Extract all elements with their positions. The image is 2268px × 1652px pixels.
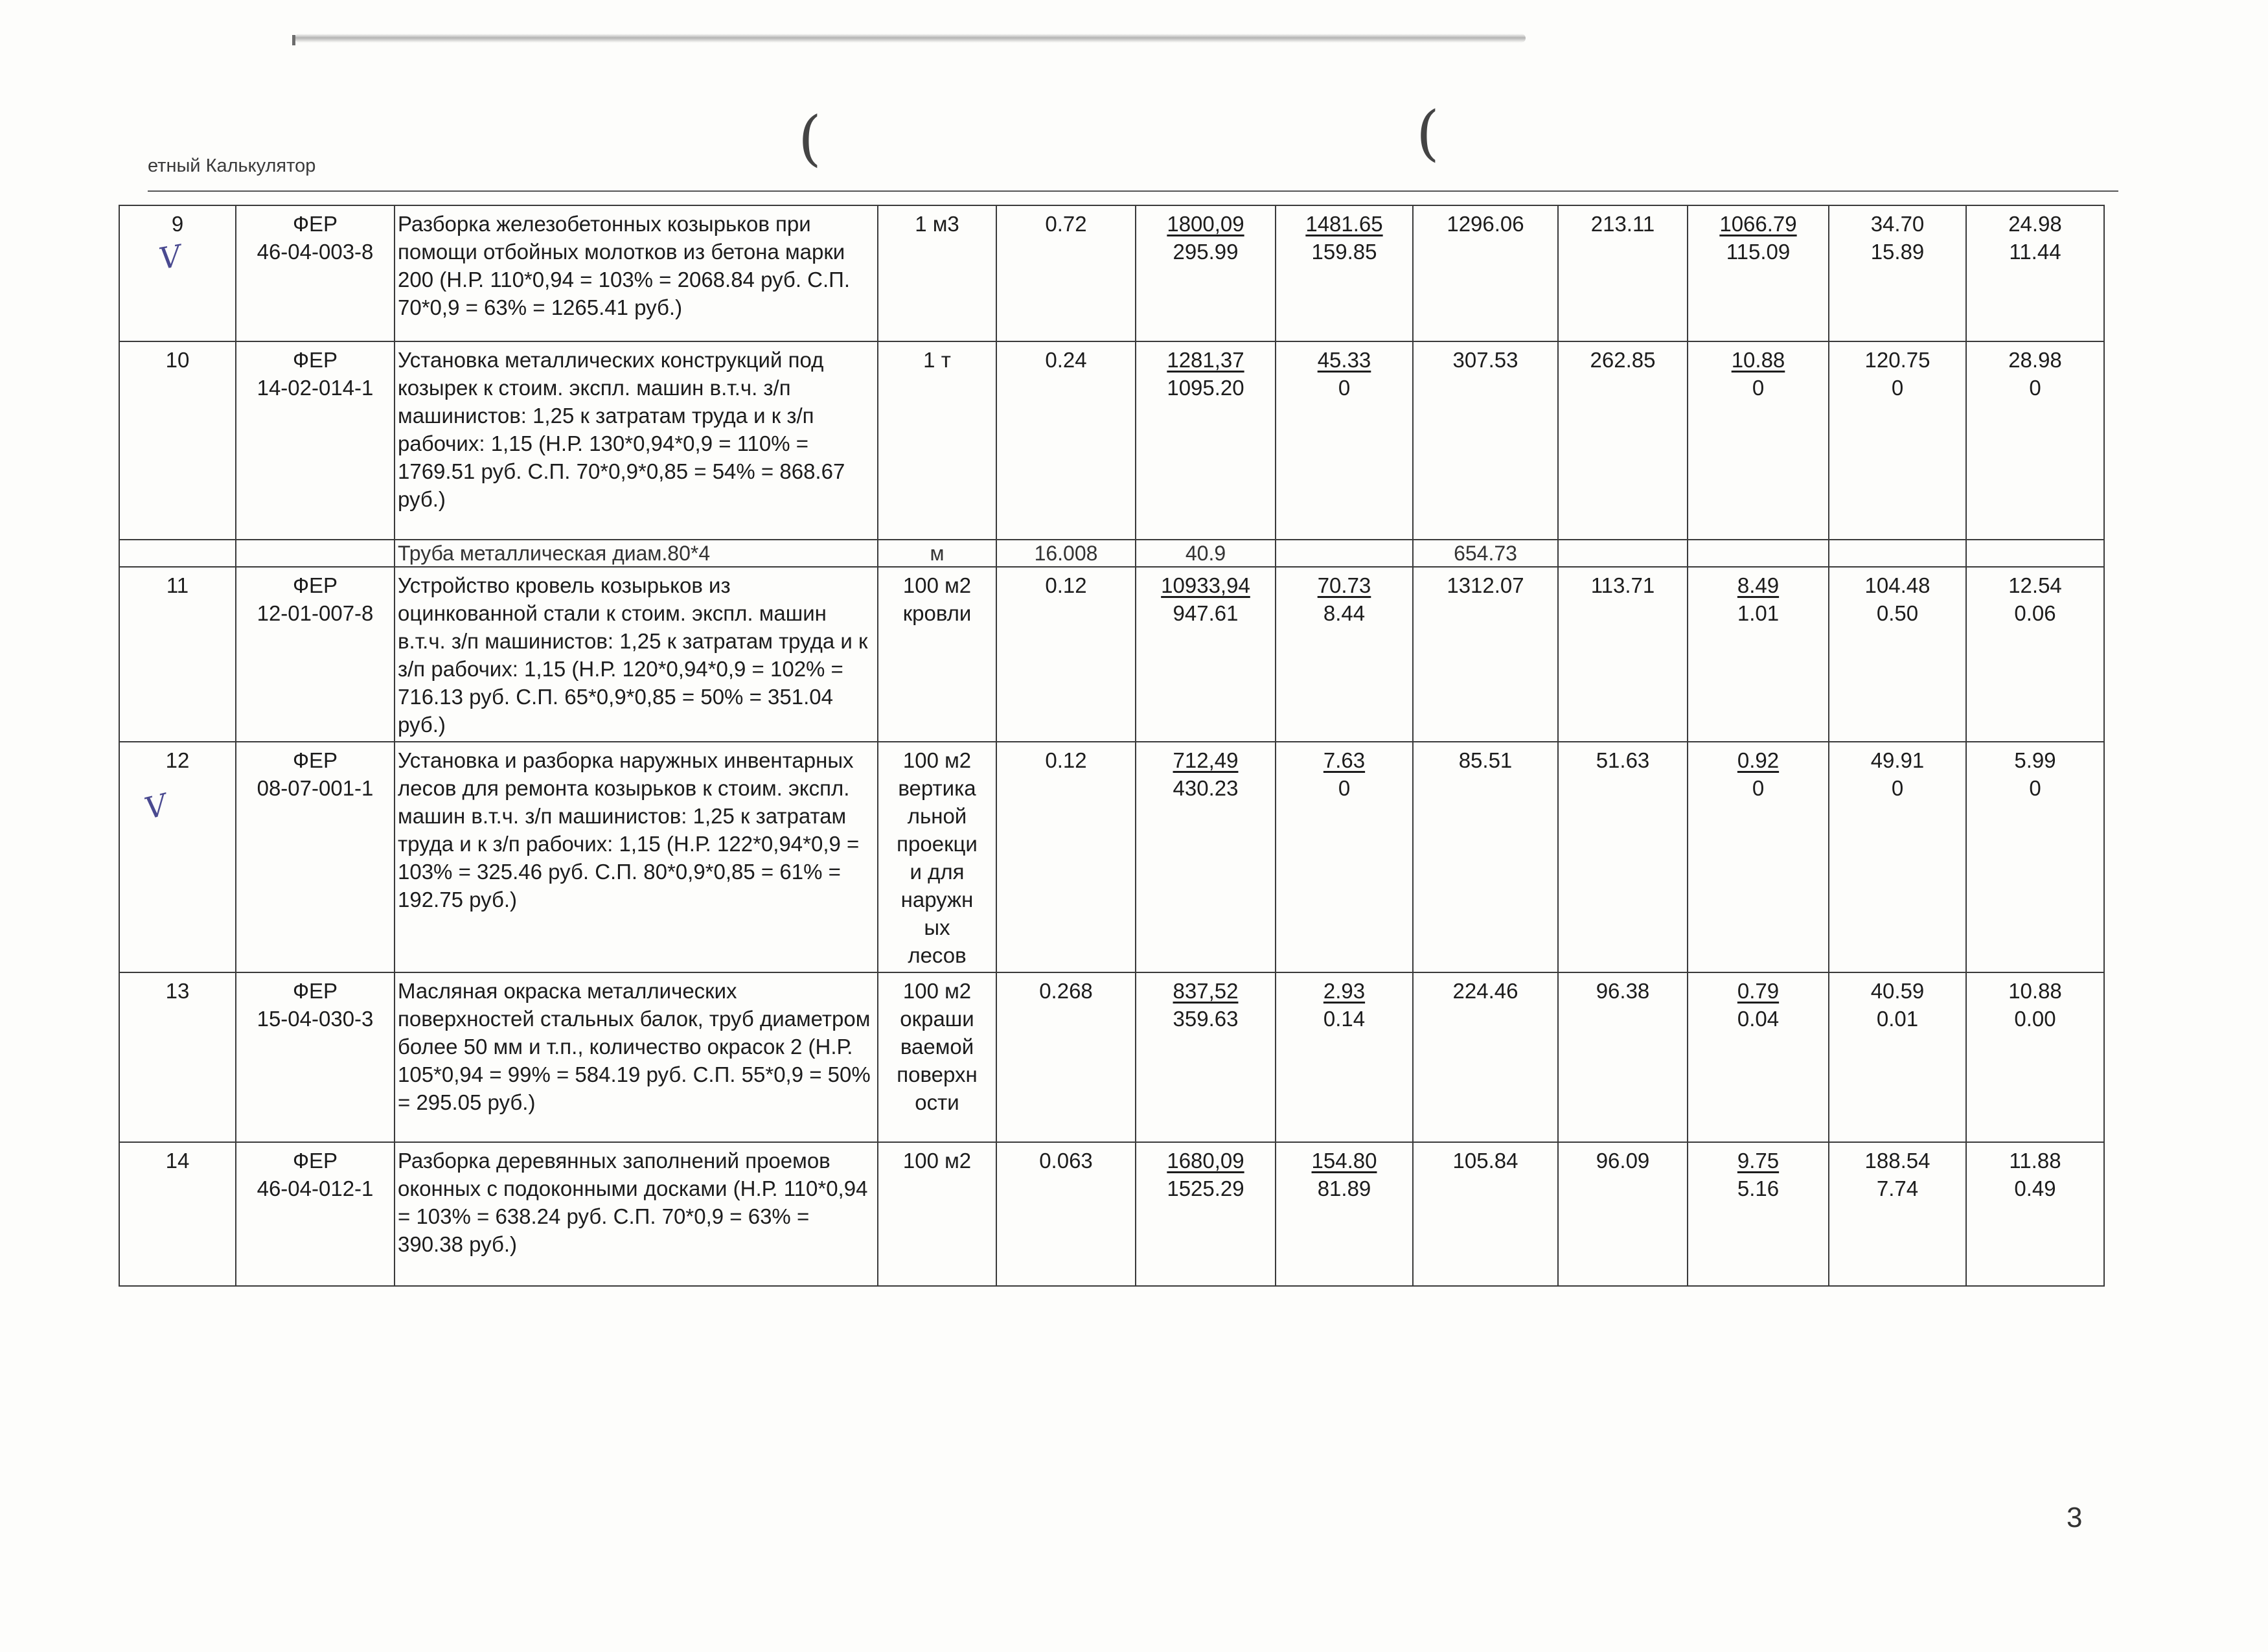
material-quantity: 16.008 xyxy=(996,540,1136,567)
binder-hole-mark: ( xyxy=(798,104,821,173)
work-description: Разборка деревянных заполнений проемов оконных с подоконными досками (Н.Р. 110*0,94 = 103% = 638.24 руб. С.П. 70*0,9 = 63% = 390.38 руб.) xyxy=(395,1142,878,1286)
empty-cell xyxy=(1966,540,2104,567)
labor-unit-cell xyxy=(1829,972,1966,1142)
total-machine-wages: 115.09 xyxy=(1726,240,1791,264)
labor-machinist-per-unit: 0.50 xyxy=(1876,601,1919,625)
labor-total-cell xyxy=(1966,742,2104,972)
total-machine-cell xyxy=(1688,567,1829,742)
unit: 1 т xyxy=(878,341,996,540)
unit-cost-cell xyxy=(1136,1142,1276,1286)
quantity: 0.72 xyxy=(996,205,1136,341)
page-header-title: етный Калькулятор xyxy=(148,155,316,176)
labor-machinist-per-unit: 7.74 xyxy=(1876,1176,1919,1200)
total-wages: 113.71 xyxy=(1558,567,1688,742)
unit-cost-total: 712,49 xyxy=(1173,748,1239,772)
labor-per-unit: 34.70 xyxy=(1870,212,1925,236)
machine-wages: 0.14 xyxy=(1323,1007,1366,1031)
labor-unit-cell xyxy=(1829,341,1966,540)
row-number: 11 xyxy=(119,567,236,742)
labor-machinist-total: 0 xyxy=(2029,776,2041,800)
page-number: 3 xyxy=(2067,1502,2083,1533)
unit-cost-cell xyxy=(1136,205,1276,341)
machine-wages: 8.44 xyxy=(1323,601,1366,625)
labor-total-cell xyxy=(1966,972,2104,1142)
table-row xyxy=(119,341,2104,540)
empty-cell xyxy=(1829,540,1966,567)
total-wages: 262.85 xyxy=(1558,341,1688,540)
total-cost: 1312.07 xyxy=(1413,567,1558,742)
total-machine-cost: 10.88 xyxy=(1731,348,1785,372)
quantity: 0.12 xyxy=(996,567,1136,742)
total-cost: 307.53 xyxy=(1413,341,1558,540)
quantity: 0.063 xyxy=(996,1142,1136,1286)
unit: 1 м3 xyxy=(878,205,996,341)
material-price: 40.9 xyxy=(1136,540,1276,567)
unit-cost-total: 1281,37 xyxy=(1167,348,1244,372)
total-wages: 96.09 xyxy=(1558,1142,1688,1286)
total-machine-wages: 0.04 xyxy=(1737,1007,1780,1031)
empty-cell xyxy=(119,540,236,567)
table-row xyxy=(119,205,2104,341)
unit-cost-total: 837,52 xyxy=(1173,979,1239,1003)
total-machine-cost: 0.79 xyxy=(1737,979,1780,1003)
labor-unit-cell xyxy=(1829,1142,1966,1286)
machine-cost: 45.33 xyxy=(1317,348,1371,372)
labor-machinist-total: 0.49 xyxy=(2014,1176,2056,1200)
machine-cost-cell xyxy=(1276,341,1413,540)
empty-cell xyxy=(1558,540,1688,567)
quantity: 0.12 xyxy=(996,742,1136,972)
machine-cost: 7.63 xyxy=(1323,748,1366,772)
row-number: 13 xyxy=(119,972,236,1142)
labor-machinist-total: 0.06 xyxy=(2014,601,2056,625)
row-number: 9 xyxy=(119,205,236,341)
labor-total-cell xyxy=(1966,1142,2104,1286)
unit-cost-cell xyxy=(1136,972,1276,1142)
labor-total-cell xyxy=(1966,567,2104,742)
total-machine-wages: 5.16 xyxy=(1737,1176,1780,1200)
rate-code: ФЕР 08-07-001-1 xyxy=(236,742,395,972)
unit-cost-cell xyxy=(1136,742,1276,972)
estimate-table xyxy=(119,205,2105,1287)
labor-total: 28.98 xyxy=(2008,348,2062,372)
unit-cost-wages: 295.99 xyxy=(1173,240,1239,264)
material-row xyxy=(119,540,2104,567)
unit-cost-wages: 1095.20 xyxy=(1167,376,1244,400)
empty-cell xyxy=(236,540,395,567)
labor-machinist-per-unit: 15.89 xyxy=(1870,240,1925,264)
row-number: 10 xyxy=(119,341,236,540)
unit: 100 м2 окраши ваемой поверхн ости xyxy=(878,972,996,1142)
rate-code: ФЕР 14-02-014-1 xyxy=(236,341,395,540)
machine-cost-cell xyxy=(1276,742,1413,972)
labor-machinist-total: 11.44 xyxy=(2009,240,2061,264)
total-machine-wages: 0 xyxy=(1752,376,1765,400)
machine-wages: 159.85 xyxy=(1311,240,1377,264)
unit-cost-total: 1800,09 xyxy=(1167,212,1244,236)
machine-cost-cell xyxy=(1276,205,1413,341)
handwritten-check-mark: V xyxy=(141,786,171,827)
quantity: 0.24 xyxy=(996,341,1136,540)
machine-cost-cell xyxy=(1276,972,1413,1142)
total-machine-cell xyxy=(1688,742,1829,972)
labor-per-unit: 188.54 xyxy=(1864,1149,1930,1173)
empty-cell xyxy=(1276,540,1413,567)
labor-machinist-per-unit: 0 xyxy=(1891,376,1904,400)
total-machine-cost: 8.49 xyxy=(1737,573,1780,597)
total-machine-wages: 1.01 xyxy=(1737,601,1780,625)
total-machine-cost: 9.75 xyxy=(1737,1149,1780,1173)
labor-per-unit: 120.75 xyxy=(1864,348,1930,372)
unit-cost-wages: 1525.29 xyxy=(1167,1176,1244,1200)
row-number: 12 xyxy=(119,742,236,972)
rate-code: ФЕР 15-04-030-3 xyxy=(236,972,395,1142)
unit-cost-wages: 430.23 xyxy=(1173,776,1239,800)
machine-cost: 1481.65 xyxy=(1305,212,1383,236)
machine-cost-cell xyxy=(1276,1142,1413,1286)
labor-machinist-per-unit: 0.01 xyxy=(1876,1007,1919,1031)
total-machine-cell xyxy=(1688,972,1829,1142)
material-description: Труба металлическая диам.80*4 xyxy=(395,540,878,567)
labor-total-cell xyxy=(1966,341,2104,540)
unit-cost-wages: 947.61 xyxy=(1173,601,1239,625)
unit-cost-cell xyxy=(1136,567,1276,742)
labor-total: 24.98 xyxy=(2008,212,2062,236)
labor-total: 10.88 xyxy=(2008,979,2062,1003)
rate-code: ФЕР 12-01-007-8 xyxy=(236,567,395,742)
work-description: Установка металлических конструкций под козырек к стоим. экспл. машин в.т.ч. з/п машинистов: 1,25 к затратам труда и к з/п рабочих: 1,15 (Н.Р. 130*0,94*0,9 = 110% = 1769.51 руб. С.П. 70*0,9*0,85 = 54% = 868.67 руб.) xyxy=(395,341,878,540)
total-machine-cell xyxy=(1688,1142,1829,1286)
work-description: Установка и разборка наружных инвентарных лесов для ремонта козырьков к стоим. экспл. машин в.т.ч. з/п машинистов: 1,25 к затратам труда и к з/п рабочих: 1,15 (Н.Р. 122*0,94*0,9 = 103% = 325.46 руб. С.П. 80*0,9*0,85 = 61% = 192.75 руб.) xyxy=(395,742,878,972)
empty-cell xyxy=(1688,540,1829,567)
unit-cost-total: 10933,94 xyxy=(1161,573,1250,597)
work-description: Устройство кровель козырьков из оцинкованной стали к стоим. экспл. машин в.т.ч. з/п машинистов: 1,25 к затратам труда и к з/п рабочих: 1,15 (Н.Р. 120*0,94*0,9 = 102% = 716.13 руб. С.П. 65*0,9*0,85 = 50% = 351.04 руб.) xyxy=(395,567,878,742)
unit-cost-cell xyxy=(1136,341,1276,540)
labor-total-cell xyxy=(1966,205,2104,341)
labor-unit-cell xyxy=(1829,205,1966,341)
total-cost: 224.46 xyxy=(1413,972,1558,1142)
total-wages: 213.11 xyxy=(1558,205,1688,341)
total-cost: 85.51 xyxy=(1413,742,1558,972)
total-machine-cell xyxy=(1688,341,1829,540)
machine-cost: 154.80 xyxy=(1311,1149,1377,1173)
machine-cost: 2.93 xyxy=(1323,979,1366,1003)
scan-artifact-streak xyxy=(295,34,1526,43)
labor-per-unit: 49.91 xyxy=(1870,748,1925,772)
labor-total: 12.54 xyxy=(2008,573,2062,597)
material-unit: м xyxy=(878,540,996,567)
table-row xyxy=(119,742,2104,972)
total-wages: 96.38 xyxy=(1558,972,1688,1142)
table-row xyxy=(119,972,2104,1142)
labor-machinist-total: 0.00 xyxy=(2014,1007,2056,1031)
work-description: Масляная окраска металлических поверхностей стальных балок, труб диаметром более 50 мм и т.п., количество окрасок 2 (Н.Р. 105*0,94 = 99% = 584.19 руб. С.П. 55*0,9 = 50% = 295.05 руб.) xyxy=(395,972,878,1142)
labor-per-unit: 40.59 xyxy=(1870,979,1925,1003)
labor-machinist-total: 0 xyxy=(2029,376,2041,400)
labor-machinist-per-unit: 0 xyxy=(1891,776,1904,800)
machine-wages: 81.89 xyxy=(1317,1176,1371,1200)
labor-total: 5.99 xyxy=(2014,748,2056,772)
quantity: 0.268 xyxy=(996,972,1136,1142)
labor-unit-cell xyxy=(1829,742,1966,972)
total-machine-wages: 0 xyxy=(1752,776,1765,800)
header-divider xyxy=(148,190,2118,192)
total-cost: 1296.06 xyxy=(1413,205,1558,341)
labor-per-unit: 104.48 xyxy=(1864,573,1930,597)
labor-unit-cell xyxy=(1829,567,1966,742)
rate-code: ФЕР 46-04-003-8 xyxy=(236,205,395,341)
machine-wages: 0 xyxy=(1338,776,1351,800)
machine-cost: 70.73 xyxy=(1317,573,1371,597)
total-wages: 51.63 xyxy=(1558,742,1688,972)
total-machine-cell xyxy=(1688,205,1829,341)
total-cost: 105.84 xyxy=(1413,1142,1558,1286)
unit: 100 м2 xyxy=(878,1142,996,1286)
machine-cost-cell xyxy=(1276,567,1413,742)
total-machine-cost: 0.92 xyxy=(1737,748,1780,772)
machine-wages: 0 xyxy=(1338,376,1351,400)
labor-total: 11.88 xyxy=(2009,1149,2061,1173)
unit: 100 м2 вертика льной проекци и для наружн ых лесов xyxy=(878,742,996,972)
table-row xyxy=(119,1142,2104,1286)
binder-hole-mark: ( xyxy=(1416,98,1439,168)
unit: 100 м2 кровли xyxy=(878,567,996,742)
unit-cost-total: 1680,09 xyxy=(1167,1149,1244,1173)
material-total: 654.73 xyxy=(1413,540,1558,567)
rate-code: ФЕР 46-04-012-1 xyxy=(236,1142,395,1286)
table-row xyxy=(119,567,2104,742)
work-description: Разборка железобетонных козырьков при помощи отбойных молотков из бетона марки 200 (Н.Р. 110*0,94 = 103% = 2068.84 руб. С.П. 70*0,9 = 63% = 1265.41 руб.) xyxy=(395,205,878,341)
unit-cost-wages: 359.63 xyxy=(1173,1007,1239,1031)
total-machine-cost: 1066.79 xyxy=(1719,212,1797,236)
row-number: 14 xyxy=(119,1142,236,1286)
handwritten-check-mark: V xyxy=(156,238,184,277)
